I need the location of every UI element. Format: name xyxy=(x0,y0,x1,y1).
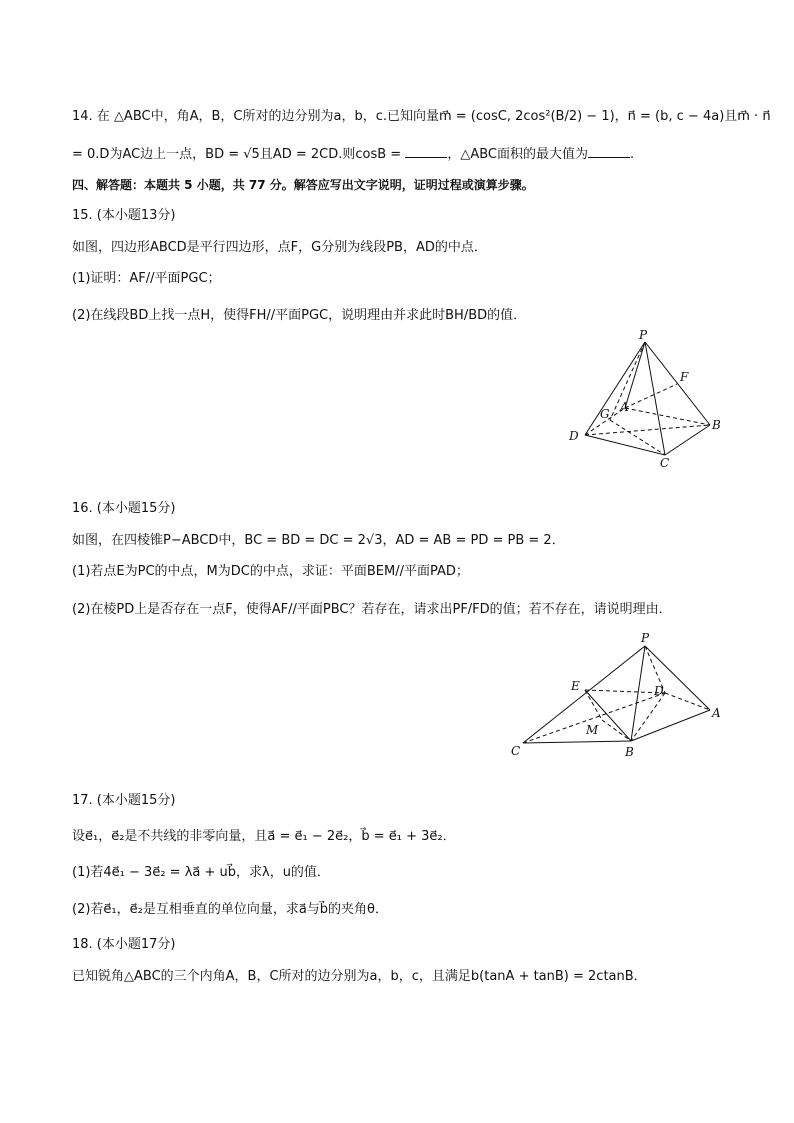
label-M: M xyxy=(586,723,599,737)
label-A: A xyxy=(620,400,629,414)
segment-DB xyxy=(585,425,710,435)
edge-BA xyxy=(631,710,710,741)
q16-header: 16. (本小题15分) xyxy=(72,501,176,516)
q18-header: 18. (本小题17分) xyxy=(72,937,176,952)
q15-part-1: (1)证明：AF//平面PGC； xyxy=(72,271,221,286)
label-B: B xyxy=(712,418,721,432)
edge-DC xyxy=(585,435,665,455)
segment-AF xyxy=(625,384,677,408)
section-heading: 四、解答题：本题共 5 小题，共 77 分。解答应写出文字说明，证明过程或演算步骤。 xyxy=(72,178,534,192)
q16-pyramid-figure xyxy=(505,628,730,763)
label-E: E xyxy=(571,679,580,693)
q17-part-2: (2)若e⃗₁，e⃗₂是互相垂直的单位向量，求a⃗与b⃗的夹角θ． xyxy=(72,902,389,917)
label-A: A xyxy=(712,706,721,720)
q15-part-2: (2)在线段BD上找一点H，使得FH//平面PGC，说明理由并求此时BH/BD的值． xyxy=(72,308,527,323)
q14-line-2-end: . xyxy=(630,147,635,162)
q14-line-2 xyxy=(72,145,634,164)
label-B: B xyxy=(625,745,634,759)
q15-stem: 如图，四边形ABCD是平行四边形，点F，G分别为线段PB，AD的中点． xyxy=(72,240,487,255)
q16-part-2: (2)在棱PD上是否存在一点F，使得AF//平面PBC？若存在，请求出PF/FD的值；若不存在，请说明理由． xyxy=(72,602,672,617)
label-C: C xyxy=(660,456,670,470)
edge-PB xyxy=(631,646,645,741)
label-C: C xyxy=(511,744,521,758)
edge-PD xyxy=(585,342,645,435)
edge-PC xyxy=(523,646,645,743)
q15-header: 15. (本小题13分) xyxy=(72,208,176,223)
label-P: P xyxy=(641,631,650,645)
edge-PA xyxy=(645,646,710,710)
q16-stem: 如图，在四棱锥P−ABCD中，BC = BD = DC = 2√3，AD = AB = PD = PB = 2． xyxy=(72,533,565,548)
segment-ED xyxy=(585,690,665,693)
q14-line-2-mid: ，△ABC面积的最大值为 xyxy=(447,147,588,162)
q18-stem: 已知锐角△ABC的三个内角A，B，C所对的边分别为a，b，c，且满足b(tanA + tanB) = 2ctanB． xyxy=(72,969,647,984)
q14-line-2-text: = 0.D为AC边上一点，BD = √5且AD = 2CD.则cosB = xyxy=(72,147,406,162)
edge-PA xyxy=(625,342,645,408)
q14-line-1: 14. 在 △ABC中，角A，B，C所对的边分别为a，b，c.已知向量m⃗ = (cosC, 2cos²(B/2) − 1)，n⃗ = (b, c − 4a)且m⃗ · n⃗ xyxy=(72,109,771,124)
edge-CB xyxy=(665,425,710,455)
label-F: F xyxy=(680,370,689,384)
edge-CB xyxy=(523,741,631,743)
edge-DA xyxy=(665,693,710,710)
q17-part-1: (1)若4e⃗₁ − 3e⃗₂ = λa⃗ + ub⃗，求λ，u的值． xyxy=(72,865,330,880)
q15-pyramid-figure xyxy=(565,330,735,470)
q16-part-1: (1)若点E为PC的中点，M为DC的中点，求证：平面BEM//平面PAD； xyxy=(72,564,469,579)
label-G: G xyxy=(600,407,610,421)
edge-PB xyxy=(645,342,710,425)
label-D: D xyxy=(569,429,579,443)
q17-stem: 设e⃗₁，e⃗₂是不共线的非零向量，且a⃗ = e⃗₁ − 2e⃗₂，b⃗ = e⃗₁ + 3e⃗₂． xyxy=(72,829,456,844)
label-P: P xyxy=(639,328,648,342)
q17-header: 17. (本小题15分) xyxy=(72,793,176,808)
segment-GC xyxy=(610,420,665,455)
label-D: D xyxy=(654,684,664,698)
edge-PC xyxy=(645,342,665,455)
edge-AB xyxy=(625,408,710,425)
segment-MB xyxy=(602,720,631,741)
segment-EM xyxy=(585,690,602,720)
answer-blank-2 xyxy=(588,145,630,158)
answer-blank-1 xyxy=(405,145,447,158)
